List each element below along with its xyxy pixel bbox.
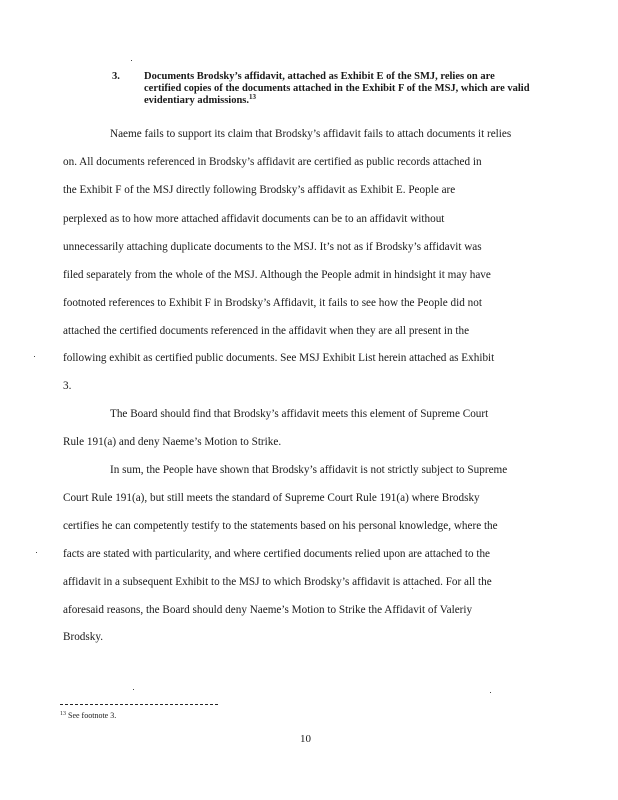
footnote-text: See footnote 3.: [68, 711, 117, 720]
scan-speck: [412, 588, 413, 589]
body-line: filed separately from the whole of the MSJ. Although the People admit in hindsight it may have: [63, 269, 491, 281]
body-line: footnoted references to Exhibit F in Brodsky’s Affidavit, it fails to see how the People did not: [63, 297, 482, 309]
body-line: following exhibit as certified public documents. See MSJ Exhibit List herein attached as Exhibit: [63, 352, 495, 364]
footnote-separator: [60, 704, 218, 705]
body-line: affidavit in a subsequent Exhibit to the MSJ to which Brodsky’s affidavit is attached. For all the: [63, 576, 492, 588]
body-line: 3.: [63, 380, 72, 392]
body-line: Court Rule 191(a), but still meets the standard of Supreme Court Rule 191(a) where Brodsky: [63, 492, 480, 504]
scan-speck: [34, 356, 35, 357]
scan-speck: [490, 692, 491, 693]
body-line: Rule 191(a) and deny Naeme’s Motion to Strike.: [63, 436, 282, 448]
body-line: Brodsky.: [63, 631, 103, 643]
footnote-reference: 13: [249, 93, 257, 101]
body-line: In sum, the People have shown that Brodsky’s affidavit is not strictly subject to Supreme: [110, 464, 508, 476]
body-line: the Exhibit F of the MSJ directly following Brodsky’s affidavit as Exhibit E. People are: [63, 184, 456, 196]
body-line: unnecessarily attaching duplicate documents to the MSJ. It’s not as if Brodsky’s affidavit was: [63, 241, 482, 253]
body-line: Naeme fails to support its claim that Brodsky’s affidavit fails to attach documents it relies: [110, 128, 512, 140]
section-title: [144, 71, 532, 107]
body-line: on. All documents referenced in Brodsky’s affidavit are certified as public records attached in: [63, 156, 482, 168]
scan-speck: [133, 689, 134, 690]
footnote: [60, 711, 116, 720]
page-number: 10: [300, 733, 311, 745]
footnote-marker: 13: [60, 711, 66, 717]
section-heading: [112, 71, 532, 107]
body-line: certifies he can competently testify to the statements based on his personal knowledge, where the: [63, 520, 498, 532]
section-number: 3.: [112, 71, 120, 82]
scan-speck: [36, 552, 37, 553]
body-line: attached the certified documents referenced in the affidavit when they are all present in the: [63, 325, 470, 337]
scan-speck: [131, 60, 132, 61]
body-line: perplexed as to how more attached affidavit documents can be to an affidavit without: [63, 213, 445, 225]
section-title-text: Documents Brodsky’s affidavit, attached as Exhibit E of the SMJ, relies on are certified copies of the documents attached in the Exhibit F of the MSJ, which are valid evidentiary admissions.: [144, 71, 530, 106]
body-line: facts are stated with particularity, and where certified documents relied upon are attached to the: [63, 548, 491, 560]
body-line: aforesaid reasons, the Board should deny Naeme’s Motion to Strike the Affidavit of Valeriy: [63, 604, 473, 616]
body-line: The Board should find that Brodsky’s affidavit meets this element of Supreme Court: [110, 408, 489, 420]
